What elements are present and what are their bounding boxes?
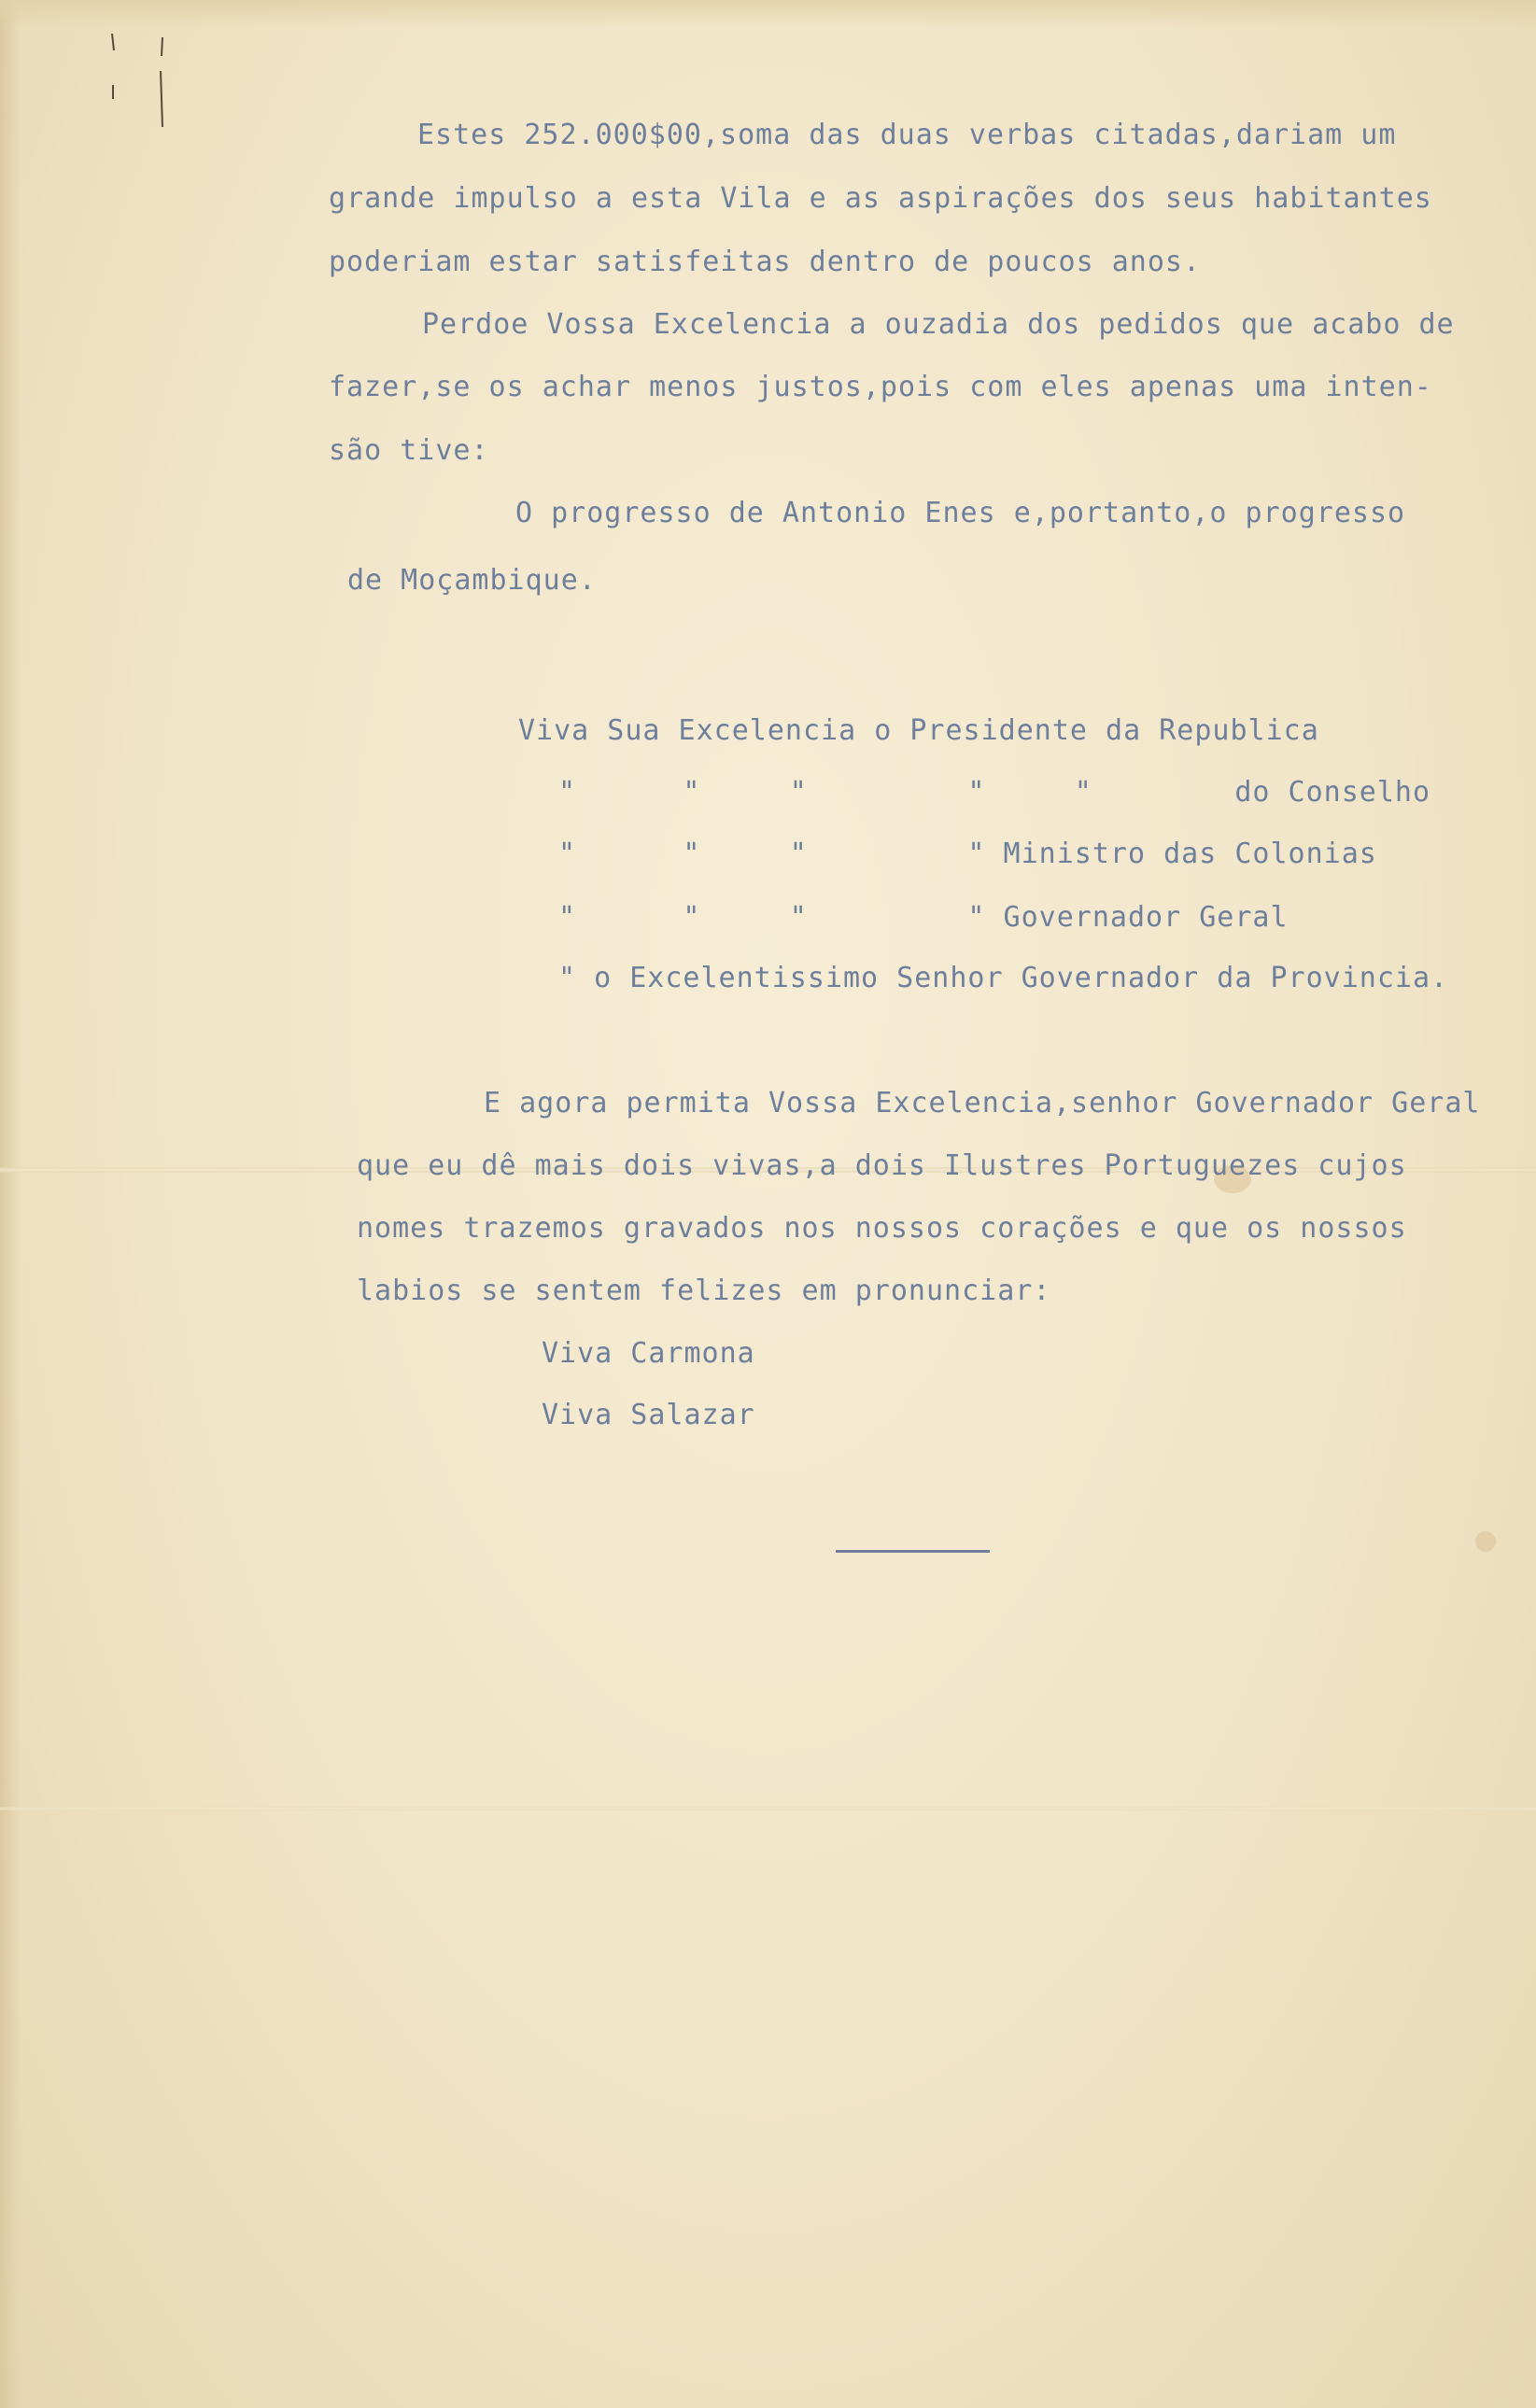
closing-line: Viva Carmona: [542, 1337, 755, 1370]
text-line: poderiam estar satisfeitas dentro de poucos anos.: [329, 246, 1202, 278]
text-line: de Moçambique.: [347, 564, 597, 597]
text-line: labios se sentem felizes em pronunciar:: [357, 1274, 1051, 1307]
text-line: O progresso de Antonio Enes e,portanto,o progresso: [515, 497, 1406, 529]
closing-line: Viva Salazar: [542, 1399, 755, 1431]
paper-edge-top: [0, 0, 1536, 28]
text-line: que eu dê mais dois vivas,a dois Ilustres Portuguezes cujos: [357, 1149, 1407, 1182]
pin-marks: [101, 34, 176, 146]
viva-line: " " " " " do Conselho: [558, 776, 1431, 809]
viva-line: " " " " Ministro das Colonias: [558, 838, 1377, 870]
paper-edge: [0, 0, 21, 2408]
viva-line: Viva Sua Excelencia o Presidente da Republica: [518, 714, 1319, 747]
viva-line: " " " " Governador Geral: [558, 901, 1289, 934]
text-line: E agora permita Vossa Excelencia,senhor Governador Geral: [484, 1087, 1481, 1120]
paper-stain: [1475, 1531, 1496, 1552]
text-line: Estes 252.000$00,soma das duas verbas citadas,dariam um: [417, 119, 1397, 151]
text-line: nomes trazemos gravados nos nossos corações e que os nossos: [357, 1212, 1407, 1245]
paper-fold-lower: [0, 1807, 1536, 1810]
viva-line: " o Excelentissimo Senhor Governador da Provincia.: [558, 962, 1449, 994]
end-rule: [836, 1550, 990, 1553]
text-line: fazer,se os achar menos justos,pois com eles apenas uma inten-: [329, 371, 1432, 403]
text-line: são tive:: [329, 434, 489, 467]
text-line: grande impulso a esta Vila e as aspirações dos seus habitantes: [329, 182, 1432, 215]
text-line: Perdoe Vossa Excelencia a ouzadia dos pedidos que acabo de: [422, 308, 1455, 341]
